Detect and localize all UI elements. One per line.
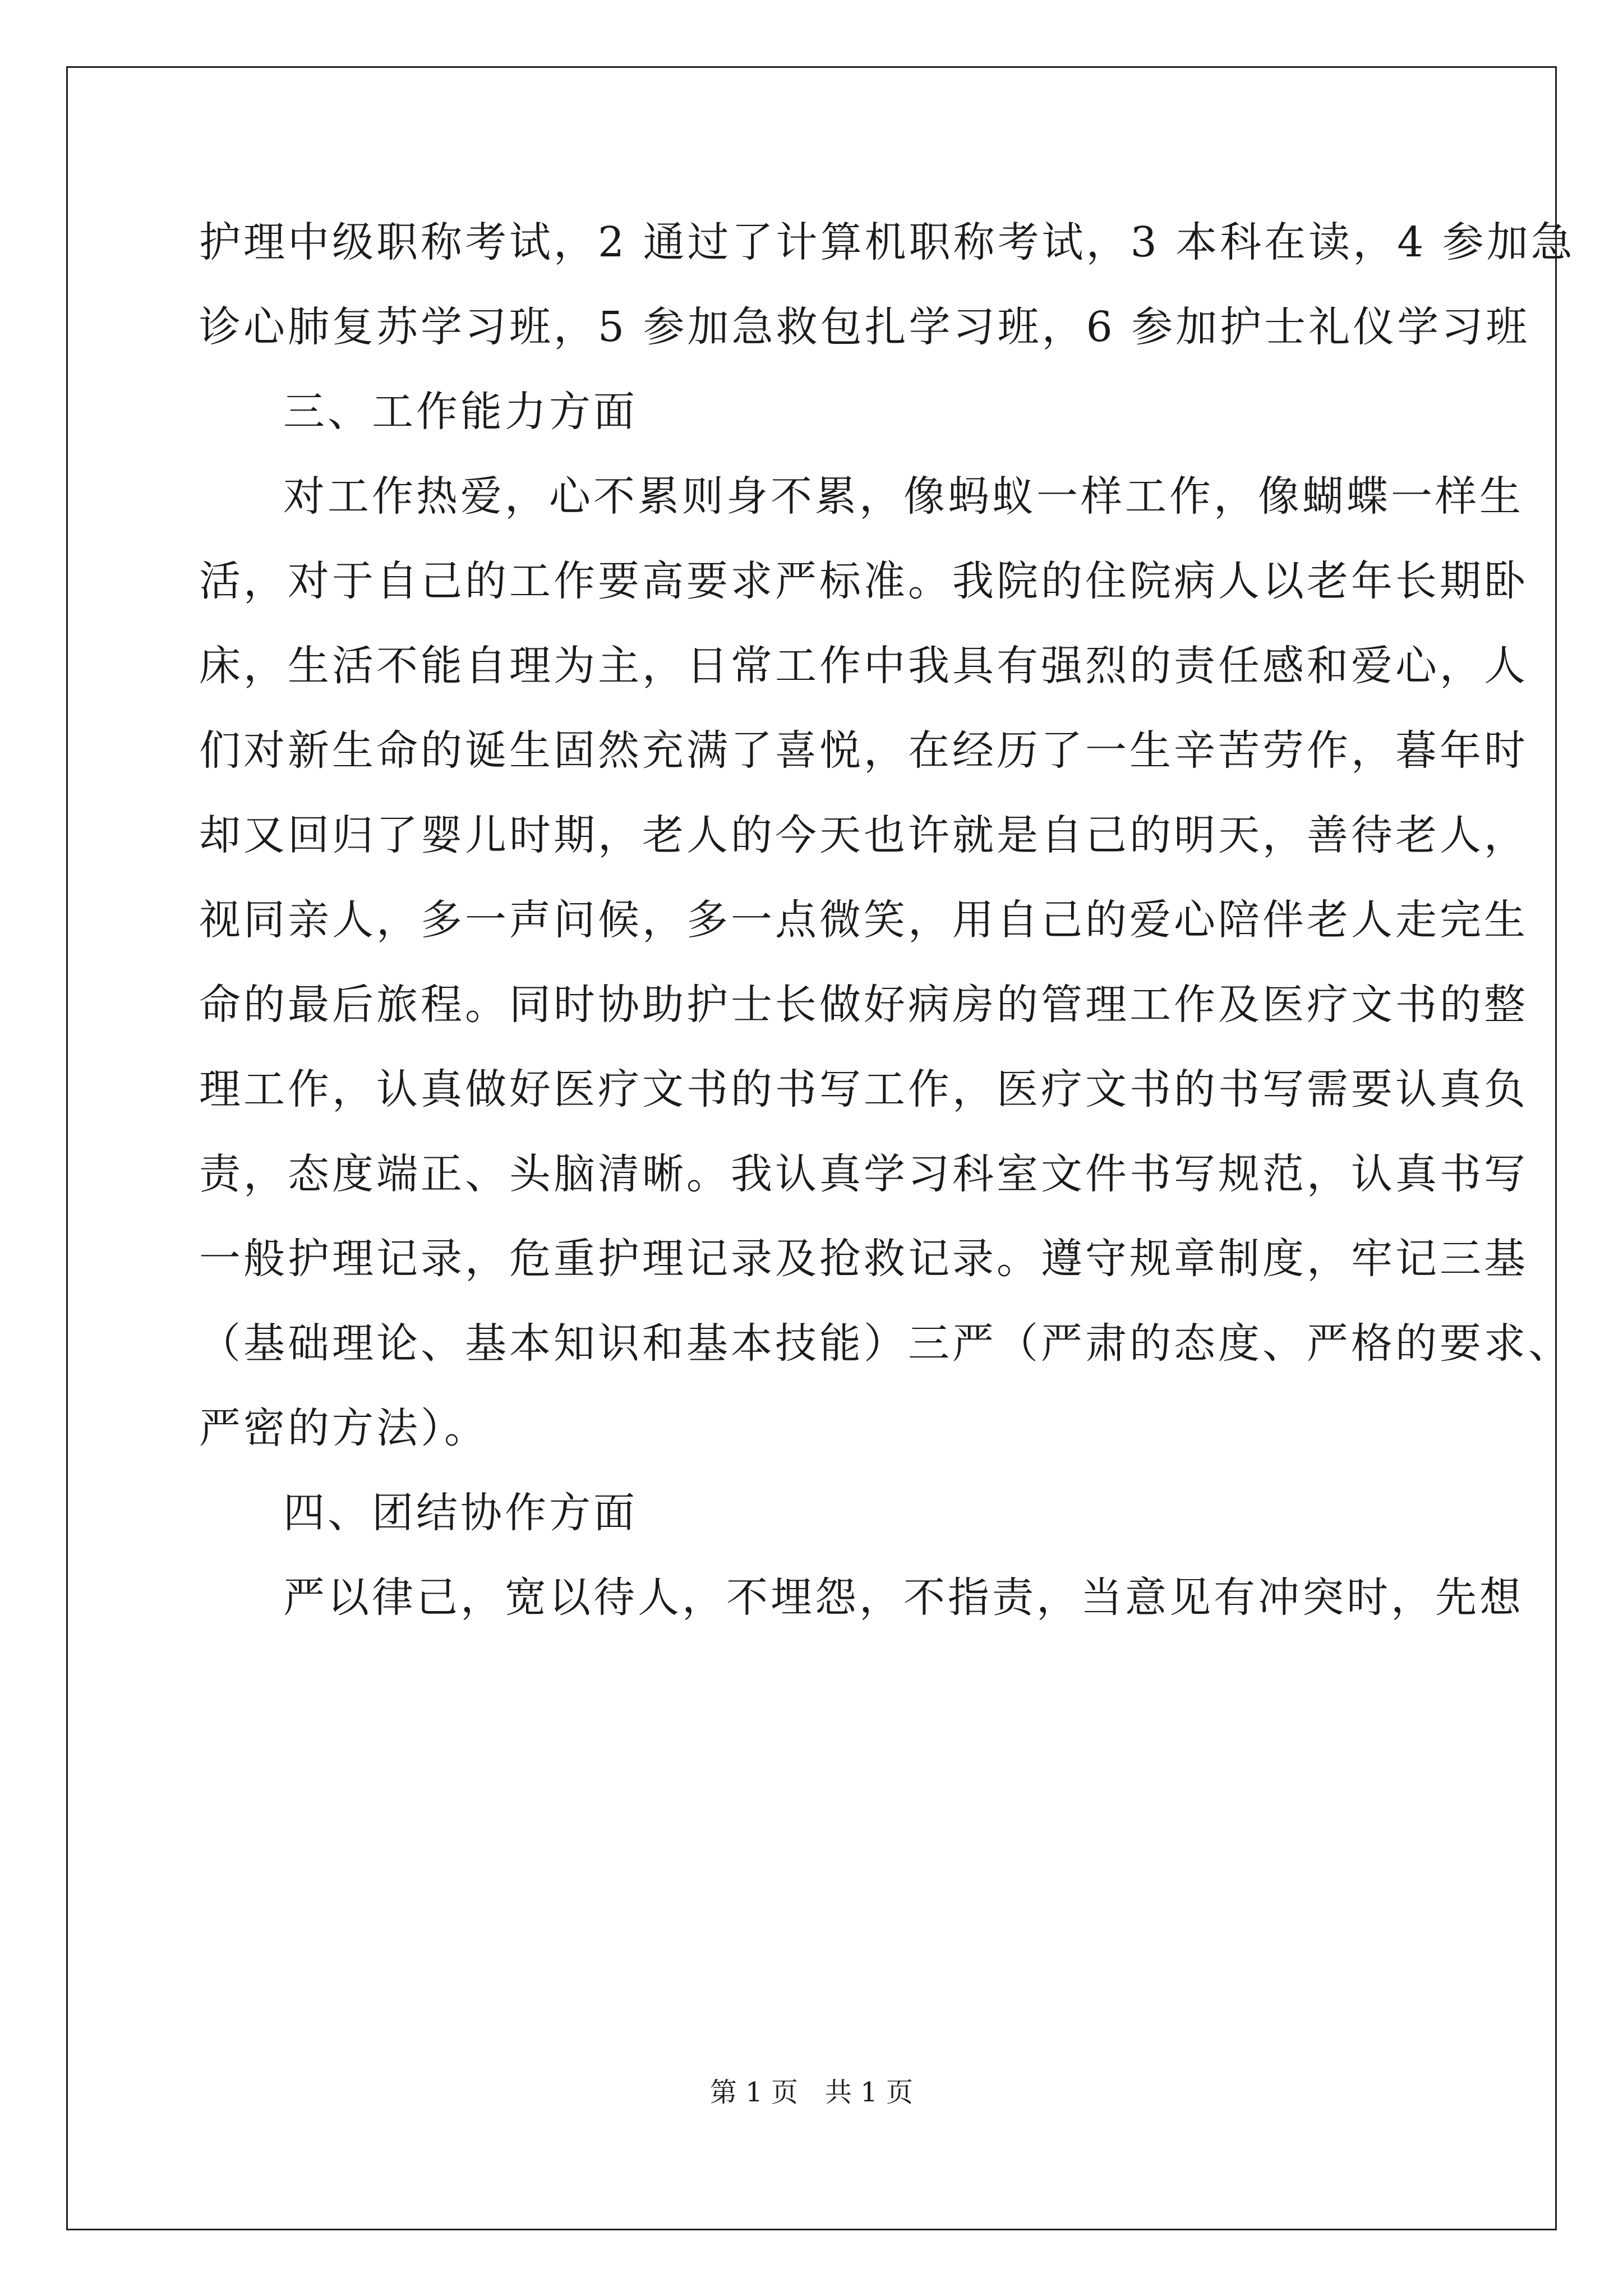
- section-heading-4: 四、团结协作方面: [283, 1489, 638, 1537]
- text-line: 诊心肺复苏学习班，5 参加急救包扎学习班，6 参加护士礼仪学习班: [199, 303, 1530, 351]
- text-line: 却又回归了婴儿时期，老人的今天也许就是自己的明天，善待老人，: [199, 811, 1528, 859]
- text-line: 视同亲人，多一声问候，多一点微笑，用自己的爱心陪伴老人走完生: [199, 896, 1528, 944]
- text-line: 对工作热爱，心不累则身不累，像蚂蚁一样工作，像蝴蝶一样生: [283, 472, 1524, 521]
- text-line: （基础理论、基本知识和基本技能）三严（严肃的态度、严格的要求、: [199, 1319, 1573, 1368]
- document-body: [199, 218, 1575, 1662]
- text-line: 一般护理记录，危重护理记录及抢救记录。遵守规章制度，牢记三基: [199, 1235, 1528, 1283]
- text-line: 活，对于自己的工作要高要求严标准。我院的住院病人以老年长期卧: [199, 557, 1528, 605]
- text-line: 理工作，认真做好医疗文书的书写工作，医疗文书的书写需要认真负: [199, 1065, 1528, 1114]
- text-line: 床，生活不能自理为主，日常工作中我具有强烈的责任感和爱心，人: [199, 642, 1528, 690]
- text-line: 护理中级职称考试，2 通过了计算机职称考试，3 本科在读，4 参加急: [199, 218, 1575, 266]
- text-line: 命的最后旅程。同时协助护士长做好病房的管理工作及医疗文书的整: [199, 981, 1528, 1029]
- section-heading-3: 三、工作能力方面: [283, 388, 638, 436]
- text-line: 们对新生命的诞生固然充满了喜悦，在经历了一生辛苦劳作，暮年时: [199, 726, 1528, 775]
- text-line: 严密的方法）。: [199, 1404, 488, 1452]
- text-line: 责，态度端正、头脑清晰。我认真学习科室文件书写规范，认真书写: [199, 1150, 1528, 1198]
- page-number-footer: 第 1 页 共 1 页: [709, 2077, 914, 2108]
- text-line: 严以律己，宽以待人，不埋怨，不指责，当意见有冲突时，先想: [283, 1573, 1524, 1622]
